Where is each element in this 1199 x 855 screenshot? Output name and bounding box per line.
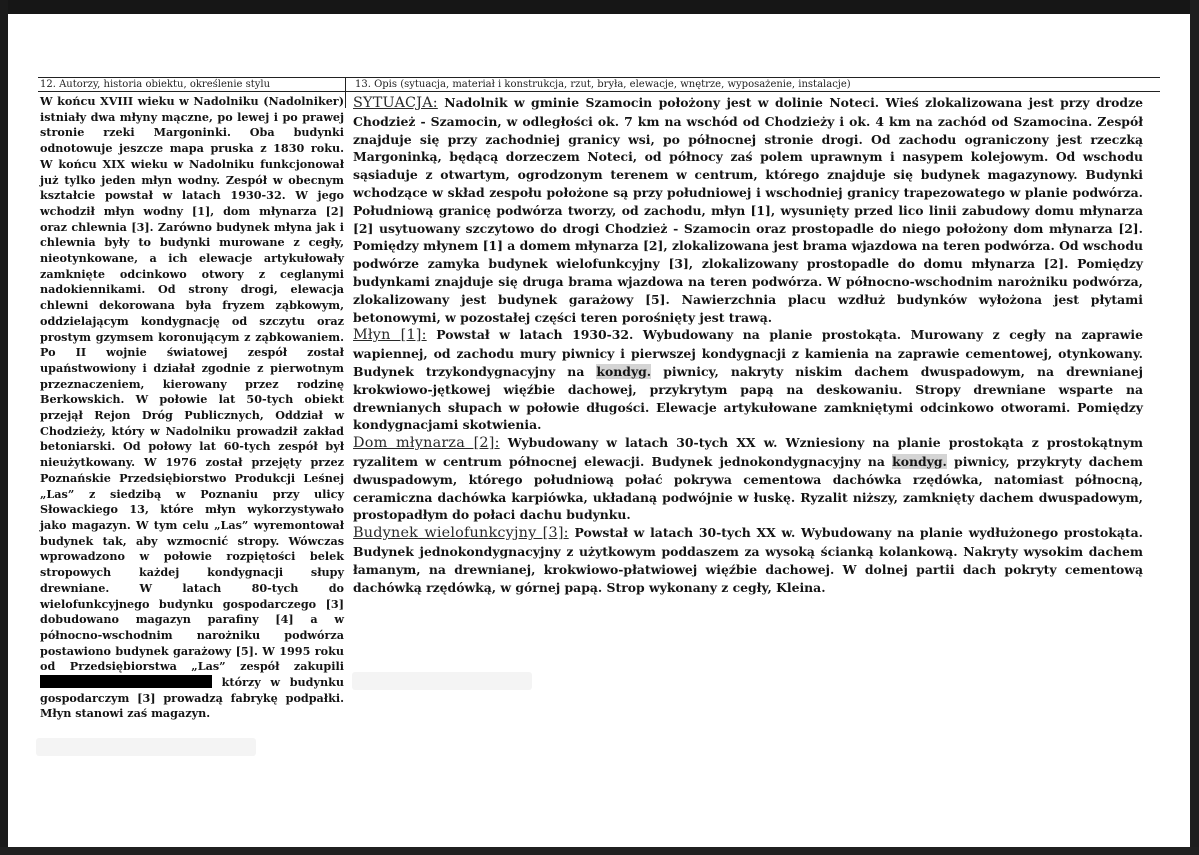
millers-house-paragraph: [353, 434, 1143, 524]
scan-border-left: [0, 0, 8, 855]
mill-text-1: Powstał w latach 1930-32. Wybudowany na planie prostokąta. Murowany z cegły na zaprawie wapiennej, od zachodu mury piwnicy i pierwszej kondygnacji z kamienia na zaprawie cementowej, otynkowany. Budynek trzykondygnacyjny na: [353, 327, 1143, 379]
form-rule-top: [38, 77, 1160, 78]
scan-smudge: [36, 738, 256, 756]
description-section-header: 13. Opis (sytuacja, materiał i konstrukcja, rzut, bryła, elewacje, wnętrze, wyposażenie, instalacje): [355, 79, 851, 90]
history-column: [40, 94, 344, 722]
situation-heading: SYTUACJA:: [353, 95, 438, 111]
millers-house-heading: Dom młynarza [2]:: [353, 435, 500, 452]
millers-house-highlight: kondyg.: [892, 453, 947, 469]
scan-border-top: [0, 0, 1199, 14]
history-section-header: 12. Autorzy, historia obiektu, określenie stylu: [40, 79, 271, 90]
scan-smudge: [352, 672, 532, 690]
situation-paragraph: [353, 94, 1143, 326]
millers-house-text-1: Wybudowany w latach 30-tych XX w. Wzniesiony na planie prostokąta z prostokątnym ryzalitem w centrum północnej elewacji. Budynek jednokondygnacyjny na: [353, 435, 1143, 469]
history-text: [40, 94, 344, 722]
mill-highlight: kondyg.: [596, 363, 652, 379]
mill-heading: Młyn [1]:: [353, 327, 427, 344]
multi-building-heading: Budynek wielofunkcyjny [3]:: [353, 525, 569, 542]
history-text-part1: W końcu XVIII wieku w Nadolniku (Nadolniker) istniały dwa młyny mączne, po lewej i po prawej stronie rzeki Margoninki. Oba budynki odnotowuje jeszcze mapa pruska z 1830 roku. W końcu XIX wieku w Nadolniku funkcjonował już tylko jeden młyn wodny. Zespół w obecnym kształcie powstał w latach 1930-32. W jego wchodził młyn wodny [1], dom młynarza [2] oraz chlewnia [3]. Zarówno budynek młyna jak i chlewnia były to budynki murowane z cegły, nieotynkowane, a ich elewacje artykułowały zamknięte odcinkowo otwory z ceglanymi nadokiennikami. Od strony drogi, elewacja chlewni dekorowana była fryzem ząbkowym, oddzielającym kondygnację od szczytu oraz prostym gzymsem koronującym z ząbkowaniem. Po II wojnie światowej zespół został upaństwowiony i działał zgodnie z pierwotnym przeznaczeniem, kierowany przez rodzinę Berkowskich. W połowie lat 50-tych obiekt przejął Rejon Dróg Publicznych, Oddział w Chodzieży, który w Nadolniku prowadził zakład betoniarski. Od połowy lat 60-tych zespół był nieużytkowany. W 1976 został przejęty przez Poznańskie Przedsiębiorstwo Produkcji Leśnej „Las” z siedzibą w Poznaniu przy ulicy Słowackiego 13, które młyn wykorzystywało jako magazyn. W tym celu „Las” wyremontował budynek tak, aby wzmocnić stropy. Wówczas wprowadzono w połowie rozpiętości belek stropowych każdej kondygnacji słupy drewniane. W latach 80-tych do wielofunkcyjnego budynku gospodarczego [3] dobudowano magazyn parafiny [4] a w północno-wschodnim narożniku podwórza postawiono budynek garażowy [5]. W 1995 roku od Przedsiębiorstwa „Las” zespół zakupili: [40, 94, 344, 674]
form-rule-header: [38, 91, 1160, 92]
scan-border-bottom: [0, 847, 1199, 855]
multi-building-text: Powstał w latach 30-tych XX w. Wybudowany na planie wydłużonego prostokąta. Budynek jednokondygnacyjny z użytkowym poddaszem za wysoką ścianką kolankową. Nakryty wysokim dachem łamanym, na drewnianej, krokwiowo-płatwiowej więźbie dachowej. W dolnej partii dach pokryty cementową dachówką rzędówką, w górnej papą. Strop wykonany z cegły, Kleina.: [353, 525, 1143, 595]
multi-building-paragraph: [353, 524, 1143, 596]
description-column: [353, 94, 1143, 596]
scan-border-right: [1190, 0, 1199, 855]
form-column-divider: [345, 78, 346, 108]
redacted-block: [40, 675, 212, 688]
mill-text-2: piwnicy, nakryty niskim dachem dwuspadowym, na drewnianej krokwiowo-jętkowej więźbie dachowej, przykrytym papą na deskowaniu. Stropy drewniane wsparte na drewnianych słupach w połowie długości. Elewacje artykułowane zamkniętymi odcinkowo otworami. Pomiędzy kondygnacjami skotwienia.: [353, 363, 1143, 433]
situation-text: Nadolnik w gminie Szamocin położony jest w dolinie Noteci. Wieś zlokalizowana jest przy drodze Chodzież - Szamocin, w odległości ok. 7 km na wschód od Chodzieży i ok. 4 km na zachód od Szamocina. Zespół znajduje się przy zachodniej granicy wsi, po północnej stronie drogi. Od zachodu ograniczony jest rzeczką Margoninką, będącą dorzeczem Noteci, od północy zaś polem uprawnym i nasypem kolejowym. Od wschodu sąsiaduje z otwartym, ogrodzonym terenem w centrum, którego znajduje się budynek magazynowy. Budynki wchodzące w skład zespołu położone są przy południowej i wschodniej granicy trapezowatego w planie podwórza. Południową granicę podwórza tworzy, od zachodu, młyn [1], wysunięty przed lico linii zabudowy domu młynarza [2] usytuowany szczytowo do drogi Chodzież - Szamocin oraz prostopadle do niego położony dom młynarza [2]. Pomiędzy młynem [1] a domem młynarza [2], zlokalizowana jest brama wjazdowa na teren podwórza. Od wschodu podwórze zamyka budynek wielofunkcyjny [3], zlokalizowany prostopadle do domu młynarza [2]. Pomiędzy budynkami znajduje się druga brama wjazdowa na teren podwórza. W północno-wschodnim narożniku podwórza, zlokalizowany jest budynek garażowy [5]. Nawierzchnia placu wzdłuż budynków wyłożona jest płytami betonowymi, w pozostałej części teren porośnięty jest trawą.: [353, 95, 1143, 325]
history-text-part2: którzy w budynku gospodarczym [3] prowadzą fabrykę podpałki. Młyn stanowi zaś magazyn.: [40, 675, 344, 721]
mill-paragraph: [353, 326, 1143, 434]
millers-house-text-2: piwnicy, przykryty dachem dwuspadowym, którego południową połać pokrywa cementowa dachówka rzędówka, natomiast północną, ceramiczna dachówka karpiówka, układaną podwójnie w łuskę. Ryzalit niższy, zamknięty dachem dwuspadowym, prostopadłym do połaci dachu budynku.: [353, 453, 1143, 523]
